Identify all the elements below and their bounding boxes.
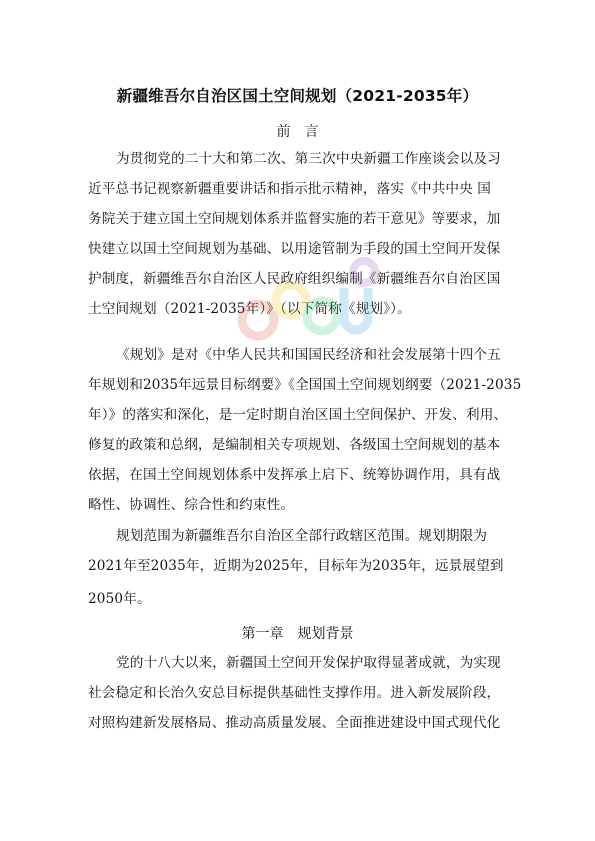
paragraph-line: 快建立以国土空间规划为基础、以用途管制为手段的国土空间开发保 — [88, 241, 501, 257]
paragraph-line: 年规划和2035年远景目标纲要》《全国国土空间规划纲要（2021-2035 — [88, 377, 522, 393]
paragraph-line: 近平总书记视察新疆重要讲话和指示批示精神，落实《中共中央 国 — [88, 181, 492, 197]
paragraph-line: 党的十八大以来，新疆国土空间开发保护取得显著成就，为实现 — [116, 655, 501, 671]
paragraph-line: 2021年至2035年，近期为2025年，目标年为2035年，远景展望到 — [88, 558, 504, 574]
paragraph-line: 修复的政策和总纲，是编制相关专项规划、各级国土空间规划的基本 — [88, 437, 501, 453]
document-title: 新疆维吾尔自治区国土空间规划（2021-2035年） — [116, 87, 479, 105]
paragraph-line: 社会稳定和长治久安总目标提供基础性支撑作用。进入新发展阶段， — [88, 685, 501, 701]
paragraph-line: 为贯彻党的二十大和第二次、第三次中央新疆工作座谈会以及习 — [116, 151, 501, 167]
paragraph-line: 年）》的落实和深化，是一定时期自治区国土空间保护、开发、利用、 — [88, 407, 508, 423]
paragraph-line: 土空间规划（2021-2035年）》（以下简称《规划》）。 — [88, 301, 411, 317]
paragraph-line: 《规划》是对《中华人民共和国国民经济和社会发展第十四个五 — [116, 347, 501, 363]
preface-heading: 前 言 — [276, 124, 319, 140]
paragraph-line: 规划范围为新疆维吾尔自治区全部行政辖区范围。规划期限为 — [116, 528, 488, 544]
paragraph-line: 2050年。 — [88, 591, 151, 607]
paragraph-line: 务院关于建立国土空间规划体系并监督实施的若干意见》等要求，加 — [88, 211, 501, 227]
colorful-letters-watermark-icon — [236, 250, 386, 360]
paragraph-line: 略性、协调性、综合性和约束性。 — [88, 497, 295, 513]
paragraph-line: 依据，在国土空间规划体系中发挥承上启下、统筹协调作用，具有战 — [88, 467, 501, 483]
paragraph-line: 对照构建新发展格局、推动高质量发展、全面推进建设中国式现代化 — [88, 715, 501, 731]
chapter-heading: 第一章 规划背景 — [241, 626, 354, 642]
paragraph-line: 护制度，新疆维吾尔自治区人民政府组织编制《新疆维吾尔自治区国 — [88, 271, 501, 287]
